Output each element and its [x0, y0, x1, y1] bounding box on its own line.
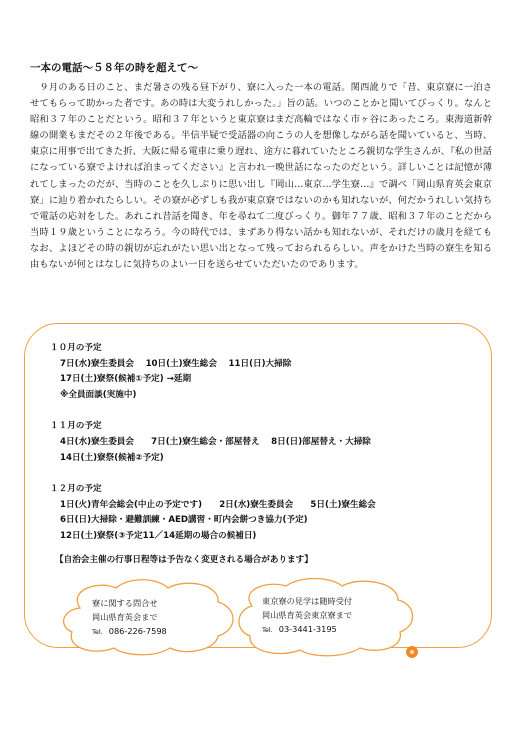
schedule-list: [50, 341, 376, 545]
article-paragraph: ９月のある日のこと、まだ暑さの残る昼下がり、寮に入った一本の電話。関西訛りで「昔、東京寮に一泊させてもらって助かった者です。あの時は大変うれしかった。」旨の話。いつのことかと聞いてびっくり。なんと昭和３７年のことだという。昭和３７年というと東京寮はまだ高輪ではなく市ヶ谷にあったころ。東海道新幹線の開業もまだその２年後である。半信半疑で受話器の向こうの人を想像しながら話を聞いていると、当時、東京に用事で出てきた折、大阪に帰る電車に乗り遅れ、途方に暮れていたところ親切な学生さんが、『私の世話になっている寮でよければ泊まってください』と言われ一晩世話になったのだという。詳しいことは記憶が薄れてしまったのだが、当時のことを久しぶりに思い出し『岡山…東京…学生寮…』で調べ「岡山県育英会東京寮」に辿り着かれたらしい。その寮が必ずしも我が東京寮ではないのかも知れないが、何だかうれしい気持ちで電話の応対をした。あれこれ昔話を聞き、年を尋ねて二度びっくり。御年７７歳、昭和３７年のことだから当時１９歳ということになろう。今の時代では、まずあり得ない話かも知れないが、それだけの歳月を経てもなお、よほどその時の親切が忘れがたい思い出となって残っておられるらしい。声をかけた当時の寮生を知る由もないが何とはなしに気持ちのよい一日を送らせていただいたのであります。: [30, 82, 492, 271]
december-line-2: 6日(日)大掃除・避難訓練・AED講習・町内会餅つき協力(予定): [60, 515, 308, 526]
contact-right-line-1: 東京寮の見学は随時受付: [262, 596, 353, 606]
contact-left-line-1: 寮に関する問合せ: [92, 598, 158, 608]
article-title: 一本の電話～５８年の時を超えて～: [30, 62, 198, 74]
phone-number: 03-3441-3195: [278, 624, 337, 634]
november-line-2: 14日(土)寮祭(候補②予定): [60, 452, 164, 463]
december-line-1: 1日(火)青年会総会(中止の予定です) 2日(水)寮生委員会 5日(土)寮生総会: [60, 499, 376, 510]
article-body: [30, 80, 492, 273]
phone-label: Tel.: [92, 628, 103, 636]
october-line-2: 17日(土)寮祭(候補①予定) →延期: [60, 374, 192, 385]
phone-label: Tel.: [262, 626, 273, 634]
contact-left-line-2: 岡山県育英会まで: [92, 612, 158, 622]
november-line-1: 4日(水)寮生委員会 7日(土)寮生総会・部屋替え 8日(日)部屋替え・大掃除: [60, 436, 371, 447]
october-heading: １０月の予定: [50, 343, 102, 353]
contact-left-phone: [92, 624, 167, 639]
contact-right-line-2: 岡山県育英会東京寮まで: [262, 610, 353, 620]
phone-number: 086-226-7598: [108, 626, 167, 636]
november-heading: １１月の予定: [50, 421, 102, 432]
december-heading: １２月の予定: [50, 484, 102, 495]
contact-right-phone: [262, 622, 352, 637]
contact-bubble-right: [232, 578, 422, 668]
contact-bubble-left: [58, 578, 240, 656]
october-line-3: ※全員面談(実施中): [60, 389, 137, 400]
schedule-notice: 【自治会主催の行事日程等は予告なく変更される場合があります】: [55, 555, 313, 565]
october-line-1: 7日(水)寮生委員会 10日(土)寮生総会 11日(日)大掃除: [60, 358, 292, 369]
december-line-3: 12日(土)寮祭(③予定11／14延期の場合の候補日): [60, 530, 257, 541]
